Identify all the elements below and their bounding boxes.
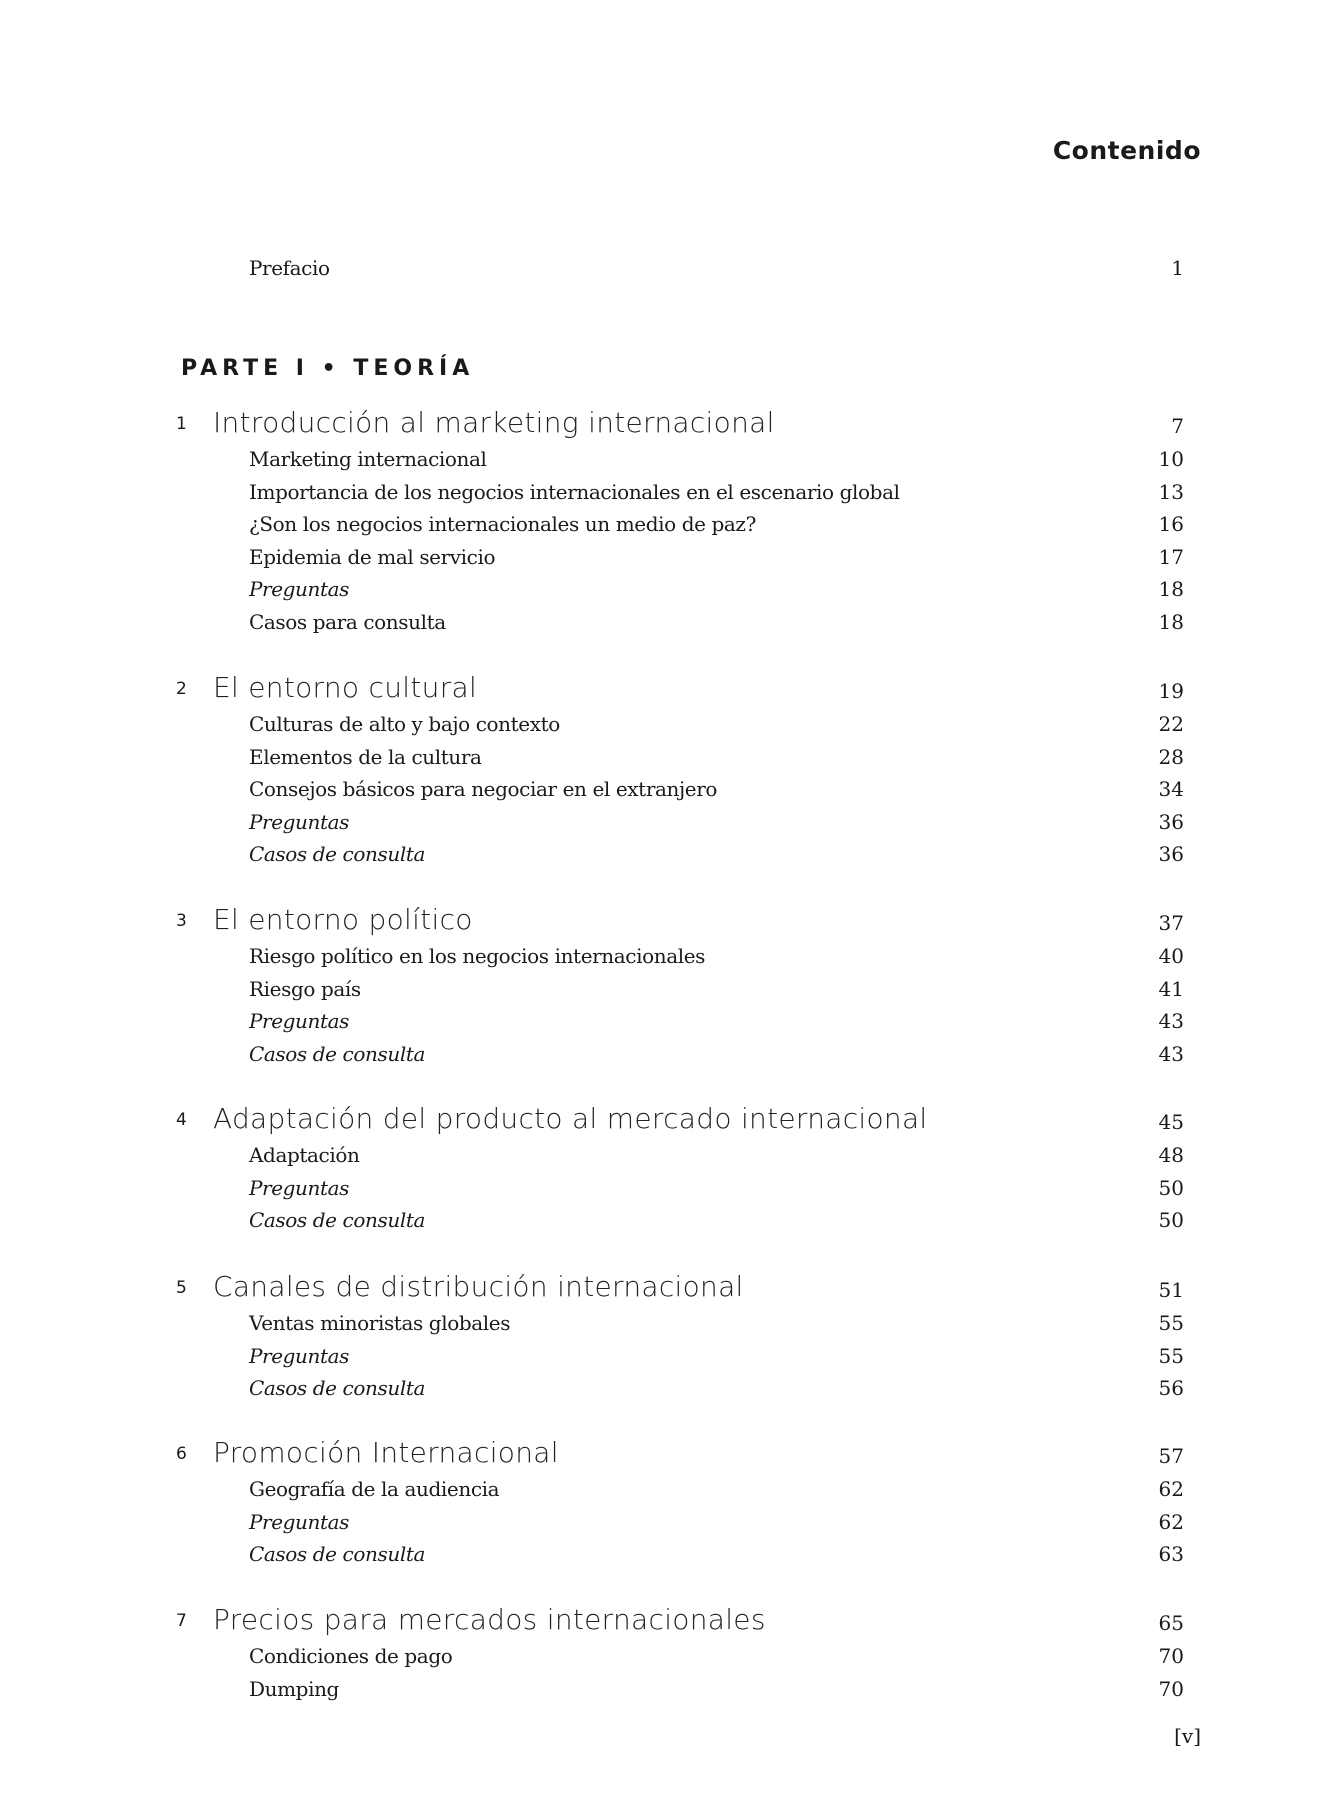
section-title: Preguntas bbox=[249, 1175, 350, 1200]
preface-entry[interactable] bbox=[0, 256, 1339, 290]
section-page: 18 bbox=[1158, 609, 1184, 634]
chapter-entry[interactable] bbox=[0, 1102, 1339, 1142]
section-entry[interactable] bbox=[0, 1376, 1339, 1410]
section-entry[interactable] bbox=[0, 1510, 1339, 1544]
section-page: 55 bbox=[1158, 1311, 1184, 1335]
section-entry[interactable] bbox=[0, 610, 1339, 644]
section-page: 40 bbox=[1158, 944, 1184, 968]
chapter-title: Adaptación del producto al mercado internacional bbox=[213, 1102, 928, 1135]
chapter-entry[interactable] bbox=[0, 1436, 1339, 1476]
section-page: 36 bbox=[1158, 842, 1184, 866]
section-entry[interactable] bbox=[0, 545, 1339, 579]
section-page: 10 bbox=[1158, 447, 1184, 471]
section-title: Adaptación bbox=[249, 1143, 360, 1167]
section-page: 62 bbox=[1158, 1477, 1184, 1501]
section-page: 48 bbox=[1158, 1143, 1184, 1167]
section-page: 43 bbox=[1158, 1041, 1184, 1066]
section-title: Elementos de la cultura bbox=[249, 744, 482, 769]
section-entry[interactable] bbox=[0, 777, 1339, 811]
section-entry[interactable] bbox=[0, 842, 1339, 876]
section-entry[interactable] bbox=[0, 1542, 1339, 1576]
chapter-title: Introducción al marketing internacional bbox=[213, 406, 775, 439]
section-page: 16 bbox=[1158, 512, 1184, 536]
chapter-title: El entorno político bbox=[213, 903, 473, 936]
section-page: 70 bbox=[1158, 1644, 1184, 1668]
section-title: Casos para consulta bbox=[249, 609, 446, 634]
chapter-page: 57 bbox=[1158, 1444, 1184, 1468]
section-title: Preguntas bbox=[249, 809, 350, 834]
chapter-entry[interactable] bbox=[0, 903, 1339, 943]
section-title: Preguntas bbox=[249, 1343, 350, 1368]
chapter-page: 37 bbox=[1158, 911, 1184, 935]
chapter-number: 3 bbox=[176, 911, 187, 931]
section-title: Casos de consulta bbox=[249, 1041, 425, 1066]
chapter-page: 65 bbox=[1158, 1611, 1184, 1635]
section-title: Preguntas bbox=[249, 577, 350, 601]
section-title: Preguntas bbox=[249, 1009, 350, 1033]
section-entry[interactable] bbox=[0, 1042, 1339, 1076]
section-title: Dumping bbox=[249, 1676, 339, 1701]
section-page: 22 bbox=[1158, 712, 1184, 736]
chapter-number: 6 bbox=[176, 1444, 187, 1464]
section-title: Riesgo país bbox=[249, 976, 361, 1001]
section-title: Geografía de la audiencia bbox=[249, 1477, 500, 1501]
chapter-number: 5 bbox=[176, 1278, 187, 1298]
section-title: ¿Son los negocios internacionales un medio de paz? bbox=[249, 512, 756, 536]
chapter-title: Canales de distribución internacional bbox=[213, 1270, 744, 1303]
section-title: Casos de consulta bbox=[249, 842, 425, 866]
section-title: Preguntas bbox=[249, 1509, 350, 1534]
chapter-page: 45 bbox=[1158, 1110, 1184, 1134]
section-entry[interactable] bbox=[0, 1311, 1339, 1345]
chapter-entry[interactable] bbox=[0, 671, 1339, 711]
section-entry[interactable] bbox=[0, 1477, 1339, 1511]
section-entry[interactable] bbox=[0, 480, 1339, 514]
section-entry[interactable] bbox=[0, 512, 1339, 546]
section-entry[interactable] bbox=[0, 447, 1339, 481]
section-page: 50 bbox=[1158, 1175, 1184, 1200]
section-title: Casos de consulta bbox=[249, 1542, 425, 1566]
chapter-entry[interactable] bbox=[0, 1603, 1339, 1643]
section-page: 18 bbox=[1158, 577, 1184, 601]
section-entry[interactable] bbox=[0, 810, 1339, 844]
section-entry[interactable] bbox=[0, 944, 1339, 978]
chapter-title: El entorno cultural bbox=[213, 671, 478, 704]
section-title: Marketing internacional bbox=[249, 447, 487, 471]
section-page: 41 bbox=[1158, 976, 1184, 1001]
section-entry[interactable] bbox=[0, 577, 1339, 611]
chapter-page: 19 bbox=[1158, 679, 1184, 703]
section-title: Consejos básicos para negociar en el extranjero bbox=[249, 777, 718, 801]
section-entry[interactable] bbox=[0, 1143, 1339, 1177]
section-entry[interactable] bbox=[0, 1009, 1339, 1043]
section-title: Ventas minoristas globales bbox=[249, 1311, 511, 1335]
section-entry[interactable] bbox=[0, 745, 1339, 779]
section-title: Epidemia de mal servicio bbox=[249, 544, 496, 569]
chapter-page: 51 bbox=[1158, 1278, 1184, 1302]
section-title: Importancia de los negocios internacionales en el escenario global bbox=[249, 479, 900, 504]
section-page: 28 bbox=[1158, 744, 1184, 769]
chapter-entry[interactable] bbox=[0, 1270, 1339, 1310]
folio: [v] bbox=[1174, 1724, 1201, 1748]
chapter-entry[interactable] bbox=[0, 406, 1339, 446]
section-title: Condiciones de pago bbox=[249, 1644, 453, 1668]
part-heading: PARTE I • TEORÍA bbox=[181, 356, 475, 381]
section-entry[interactable] bbox=[0, 1677, 1339, 1711]
section-entry[interactable] bbox=[0, 1208, 1339, 1242]
section-page: 43 bbox=[1158, 1009, 1184, 1033]
preface-page: 1 bbox=[1171, 256, 1184, 280]
section-entry[interactable] bbox=[0, 712, 1339, 746]
section-page: 34 bbox=[1158, 777, 1184, 801]
section-title: Culturas de alto y bajo contexto bbox=[249, 712, 560, 736]
section-page: 70 bbox=[1158, 1676, 1184, 1701]
section-entry[interactable] bbox=[0, 1644, 1339, 1678]
preface-title: Prefacio bbox=[249, 256, 330, 280]
section-title: Casos de consulta bbox=[249, 1208, 425, 1232]
chapter-page: 7 bbox=[1171, 414, 1184, 438]
section-entry[interactable] bbox=[0, 1176, 1339, 1210]
chapter-number: 1 bbox=[176, 414, 187, 434]
section-page: 13 bbox=[1158, 479, 1184, 504]
chapter-number: 2 bbox=[176, 679, 187, 699]
section-page: 17 bbox=[1158, 544, 1184, 569]
section-title: Riesgo político en los negocios internacionales bbox=[249, 944, 706, 968]
section-page: 62 bbox=[1158, 1509, 1184, 1534]
section-page: 63 bbox=[1158, 1542, 1184, 1566]
chapter-title: Precios para mercados internacionales bbox=[213, 1603, 766, 1636]
section-page: 56 bbox=[1158, 1376, 1184, 1400]
section-entry[interactable] bbox=[0, 977, 1339, 1011]
section-title: Casos de consulta bbox=[249, 1376, 425, 1400]
section-page: 55 bbox=[1158, 1343, 1184, 1368]
chapter-number: 4 bbox=[176, 1110, 187, 1130]
page-title: Contenido bbox=[1052, 136, 1201, 165]
section-page: 36 bbox=[1158, 809, 1184, 834]
chapter-number: 7 bbox=[176, 1611, 187, 1631]
section-entry[interactable] bbox=[0, 1344, 1339, 1378]
section-page: 50 bbox=[1158, 1208, 1184, 1232]
chapter-title: Promoción Internacional bbox=[213, 1436, 559, 1469]
